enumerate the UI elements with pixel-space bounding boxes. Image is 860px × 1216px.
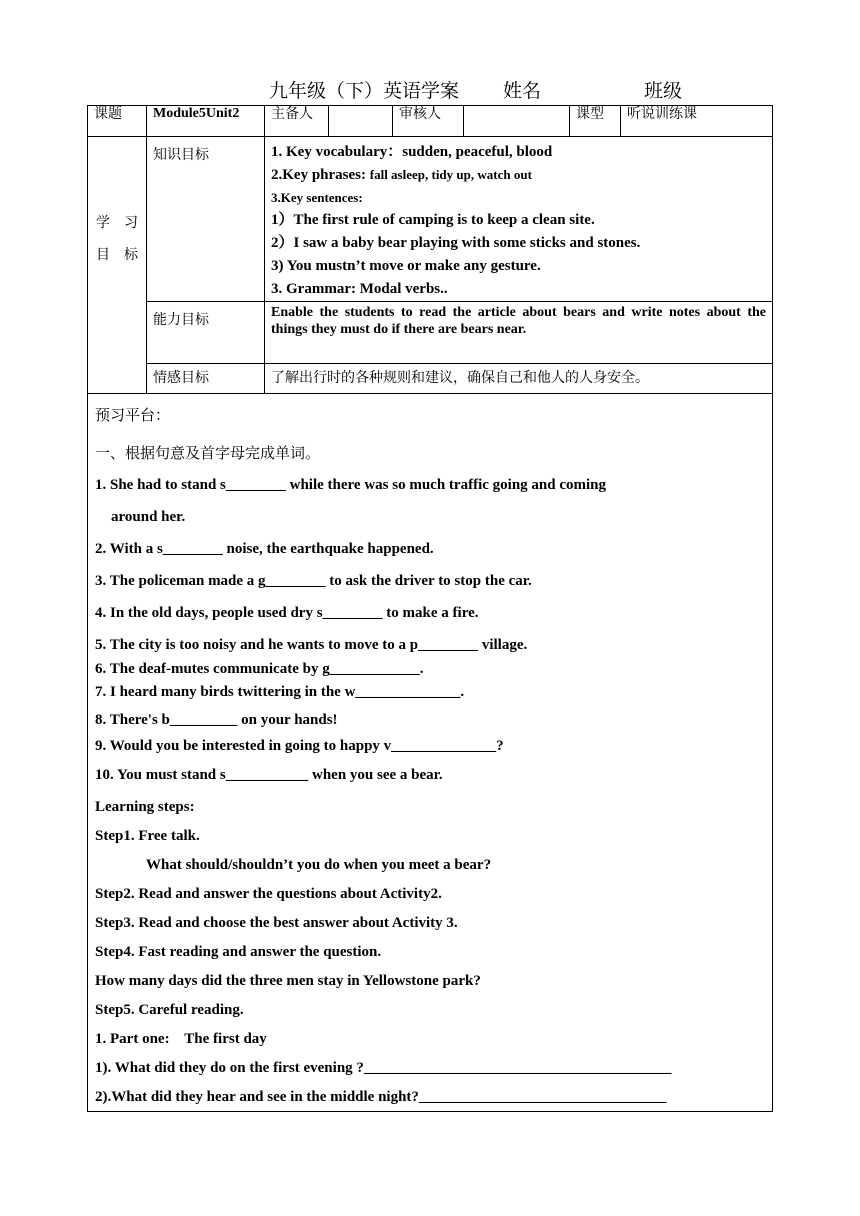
preview-title: 预习平台： [95, 406, 171, 424]
step-line: 1). What did they do on the first evening ?_________________________________________ [95, 1060, 672, 1076]
learning-steps-title: Learning steps: [95, 799, 195, 815]
step-line: What should/shouldn’t you do when you meet a bear? [146, 857, 492, 873]
list-item: 6. The deaf-mutes communicate by g____________. [95, 661, 424, 677]
step-line: Step5. Careful reading. [95, 1002, 244, 1018]
list-item: 5. The city is too noisy and he wants to move to a p________ village. [95, 637, 528, 653]
knowledge-line: 1. Key vocabulary：sudden, peaceful, blood [271, 144, 553, 160]
list-item: 3. The policeman made a g________ to ask the driver to stop the car. [95, 573, 532, 589]
name-label: 姓名 [503, 81, 542, 102]
list-item: 2. With a s________ noise, the earthquake happened. [95, 541, 434, 557]
objectives-label-line2: 目 标 [96, 247, 138, 263]
list-item: 4. In the old days, people used dry s________ to make a fire. [95, 605, 479, 621]
worksheet-table [87, 105, 773, 1112]
preview-section [88, 394, 773, 1112]
section-title: 一、根据句意及首字母完成单词。 [95, 444, 321, 462]
step-line: How many days did the three men stay in Yellowstone park? [95, 973, 481, 989]
emotion-row [88, 364, 773, 394]
emotion-text: 了解出行时的各种规则和建议，确保自己和他人的人身安全。 [265, 364, 773, 394]
ability-label: 能力目标 [147, 302, 265, 364]
objectives-label [88, 137, 147, 394]
preparer-value [329, 106, 393, 137]
knowledge-line: 3) You mustn’t move or make any gesture. [271, 258, 541, 274]
preview-row [88, 394, 773, 1112]
type-label: 课型 [570, 106, 621, 137]
list-item: 10. You must stand s___________ when you see a bear. [95, 767, 443, 783]
knowledge-row [88, 137, 773, 302]
step-line: 1. Part one: The first day [95, 1031, 267, 1047]
list-item: 9. Would you be interested in going to happy v______________? [95, 738, 504, 754]
ability-text: Enable the students to read the article about bears and write notes about the things they must do if there are bears near. [265, 302, 773, 364]
list-item: 7. I heard many birds twittering in the w______________. [95, 684, 465, 700]
class-label: 班级 [644, 81, 683, 102]
step-line: Step4. Fast reading and answer the question. [95, 944, 382, 960]
preparer-label: 主备人 [265, 106, 329, 137]
emotion-label: 情感目标 [147, 364, 265, 394]
type-value: 听说训练课 [621, 106, 773, 137]
list-item: 8. There's b_________ on your hands! [95, 712, 338, 728]
knowledge-line: 2）I saw a baby bear playing with some sticks and stones. [271, 235, 641, 251]
knowledge-line: 2.Key phrases: fall asleep, tidy up, watch out [271, 167, 532, 183]
knowledge-label: 知识目标 [147, 137, 265, 302]
step-line: Step1. Free talk. [95, 828, 200, 844]
info-row [88, 106, 773, 137]
step-line: 2).What did they hear and see in the middle night?_________________________________ [95, 1089, 667, 1105]
reviewer-value [464, 106, 570, 137]
knowledge-line: 3.Key sentences: [271, 190, 363, 205]
step-line: Step3. Read and choose the best answer about Activity 3. [95, 915, 458, 931]
step-line: Step2. Read and answer the questions about Activity2. [95, 886, 442, 902]
list-item: 1. She had to stand s________ while there was so much traffic going and coming [95, 477, 607, 493]
reviewer-label: 审核人 [393, 106, 464, 137]
knowledge-line: 3. Grammar: Modal verbs.. [271, 281, 448, 297]
knowledge-line: 1）The first rule of camping is to keep a clean site. [271, 212, 595, 228]
ability-row [88, 302, 773, 364]
topic-value: Module5Unit2 [147, 106, 265, 137]
page-header [0, 76, 860, 106]
topic-label: 课题 [88, 106, 147, 137]
page-title: 九年级（下）英语学案 [269, 81, 460, 102]
objectives-label-line1: 学 习 [96, 215, 138, 231]
list-item: around her. [111, 509, 186, 525]
knowledge-content [265, 137, 773, 302]
